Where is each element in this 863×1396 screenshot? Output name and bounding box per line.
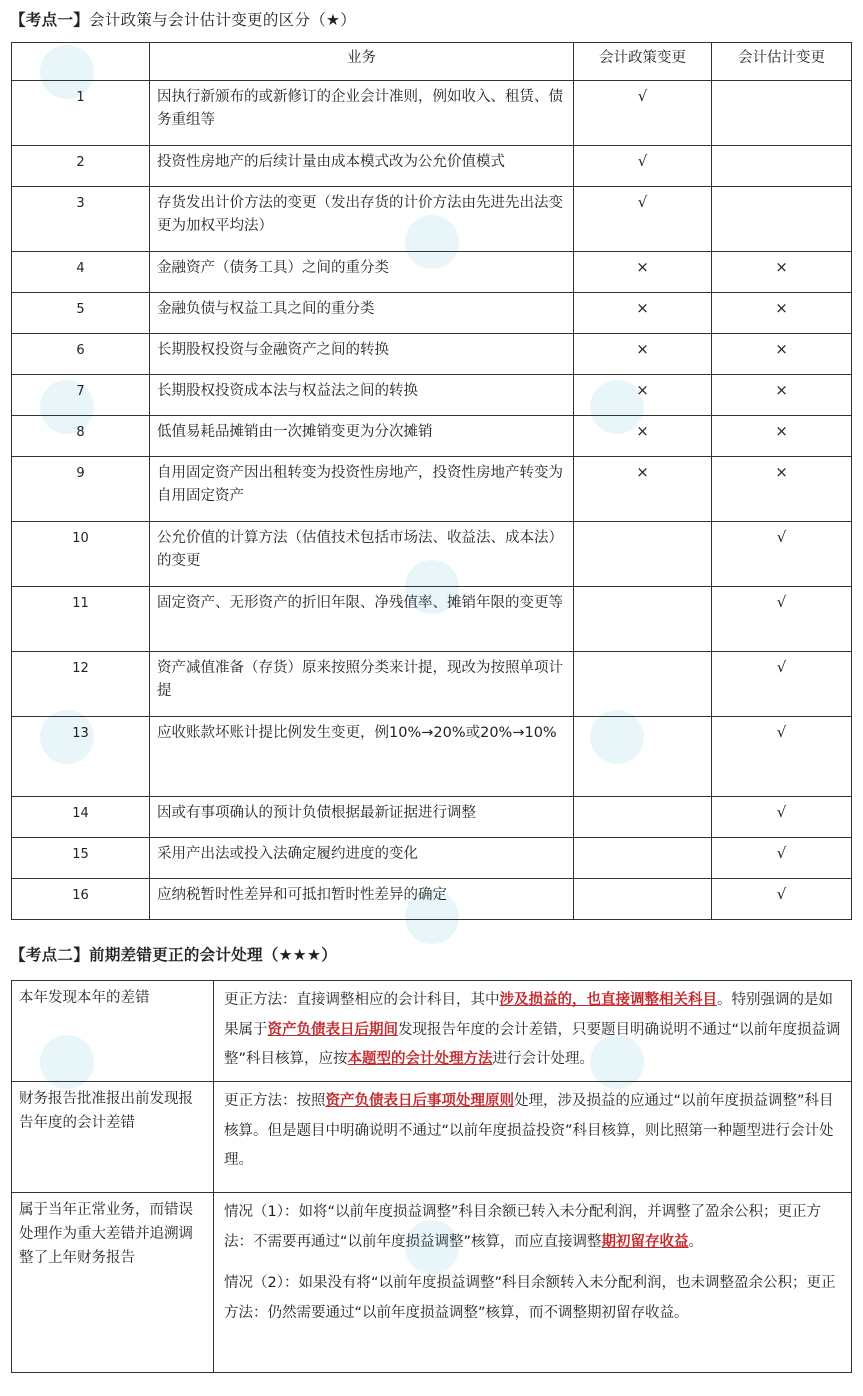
policy-change-mark: ×	[574, 252, 712, 293]
table-row	[12, 652, 852, 717]
section1-heading-bracket: 【考点一】	[10, 11, 90, 29]
topic-cell: 财务报告批准报出前发现报告年度的会计差错	[12, 1082, 214, 1193]
estimate-change-mark: √	[712, 717, 852, 797]
table-row	[12, 146, 852, 187]
policy-change-mark: ×	[574, 457, 712, 522]
business-description: 投资性房地产的后续计量由成本模式改为公允价值模式	[150, 146, 574, 187]
business-description: 资产减值准备（存货）原来按照分类来计提，现改为按照单项计提	[150, 652, 574, 717]
description-cell	[214, 1193, 852, 1373]
business-description: 因执行新颁布的或新修订的企业会计准则，例如收入、租赁、债务重组等	[150, 81, 574, 146]
business-description: 金融负债与权益工具之间的重分类	[150, 293, 574, 334]
table-row	[12, 375, 852, 416]
estimate-change-mark: √	[712, 522, 852, 587]
table-row	[12, 981, 852, 1082]
table-row	[12, 457, 852, 522]
policy-change-mark	[574, 717, 712, 797]
estimate-change-mark: √	[712, 797, 852, 838]
header-cell-no	[12, 43, 150, 81]
text-run: 进行会计处理。	[492, 1051, 595, 1067]
header-cell-business: 业务	[150, 43, 574, 81]
row-number: 10	[12, 522, 150, 587]
table-row	[12, 252, 852, 293]
emphasis-text: 涉及损益的，也直接调整相关科目	[499, 992, 717, 1008]
policy-change-mark	[574, 797, 712, 838]
topic-cell: 本年发现本年的差错	[12, 981, 214, 1082]
table-row	[12, 838, 852, 879]
table-header-row	[12, 43, 852, 81]
table-row	[12, 717, 852, 797]
emphasis-text: 期初留存收益	[601, 1233, 689, 1250]
section1-heading	[10, 8, 356, 30]
description-paragraph: 情况（2）：如果没有将“以前年度损益调整”科目余额转入未分配利润，也未调整盈余公积；更正方法：仍然需要通过“以前年度损益调整”核算，而不调整期初留存收益。	[224, 1275, 836, 1321]
estimate-change-mark: √	[712, 587, 852, 652]
estimate-change-mark: ×	[712, 334, 852, 375]
policy-change-mark: ×	[574, 375, 712, 416]
description-paragraph	[224, 986, 841, 1075]
description-cell	[214, 981, 852, 1082]
text-run: 更正方法：按照	[224, 1093, 326, 1109]
business-description: 长期股权投资与金融资产之间的转换	[150, 334, 574, 375]
row-number: 1	[12, 81, 150, 146]
text-run: 。特别强调的是如果属于	[224, 992, 833, 1038]
policy-change-mark	[574, 587, 712, 652]
policy-change-mark: √	[574, 146, 712, 187]
emphasis-text: 资产负债表日后事项处理原则	[325, 1093, 514, 1109]
description-paragraph	[224, 1087, 841, 1176]
row-number: 16	[12, 879, 150, 920]
policy-change-mark: ×	[574, 334, 712, 375]
error-correction-table	[11, 980, 852, 1373]
policy-change-mark	[574, 879, 712, 920]
estimate-change-mark: ×	[712, 252, 852, 293]
policy-change-mark	[574, 522, 712, 587]
estimate-change-mark: √	[712, 838, 852, 879]
table-row	[12, 587, 852, 652]
table-row	[12, 187, 852, 252]
row-number: 3	[12, 187, 150, 252]
policy-change-mark: √	[574, 187, 712, 252]
estimate-change-mark	[712, 146, 852, 187]
table-row	[12, 81, 852, 146]
business-description: 长期股权投资成本法与权益法之间的转换	[150, 375, 574, 416]
emphasis-text: 本题型的会计处理方法	[347, 1051, 493, 1067]
row-number: 15	[12, 838, 150, 879]
policy-estimate-table	[11, 42, 852, 920]
business-description: 因或有事项确认的预计负债根据最新证据进行调整	[150, 797, 574, 838]
estimate-change-mark: ×	[712, 457, 852, 522]
description-cell	[214, 1082, 852, 1193]
row-number: 9	[12, 457, 150, 522]
row-number: 12	[12, 652, 150, 717]
section2-heading	[10, 943, 337, 965]
section2-heading-bracket: 【考点二】	[10, 946, 90, 964]
table-row	[12, 522, 852, 587]
estimate-change-mark	[712, 187, 852, 252]
row-number: 5	[12, 293, 150, 334]
business-description: 低值易耗品摊销由一次摊销变更为分次摊销	[150, 416, 574, 457]
table-row	[12, 1082, 852, 1193]
section2-heading-text: 前期差错更正的会计处理（★★★）	[89, 946, 338, 964]
table-row	[12, 416, 852, 457]
row-number: 13	[12, 717, 150, 797]
business-description: 存货发出计价方法的变更（发出存货的计价方法由先进先出法变更为加权平均法）	[150, 187, 574, 252]
description-paragraph	[224, 1198, 841, 1257]
section1-heading-text: 会计政策与会计估计变更的区分（★）	[89, 11, 357, 29]
row-number: 8	[12, 416, 150, 457]
text-run: 发现报告年度的会计差错，只要题目明确说明不通过“以前年度损益调整”科目核算，应按	[224, 1021, 841, 1067]
policy-change-mark: √	[574, 81, 712, 146]
row-number: 14	[12, 797, 150, 838]
row-number: 11	[12, 587, 150, 652]
estimate-change-mark: ×	[712, 375, 852, 416]
row-number: 2	[12, 146, 150, 187]
policy-change-mark	[574, 652, 712, 717]
table-row	[12, 797, 852, 838]
table-row	[12, 334, 852, 375]
business-description: 固定资产、无形资产的折旧年限、净残值率、摊销年限的变更等	[150, 587, 574, 652]
emphasis-text: 资产负债表日后期间	[267, 1021, 398, 1038]
text-run: 更正方法：直接调整相应的会计科目，其中	[224, 992, 500, 1008]
text-run: 情况（1）：如将“以前年度损益调整”科目余额已转入未分配利润，并调整了盈余公积；更正方法：不需要再通过“以前年度损益调整”核算，而应直接调整	[224, 1204, 821, 1250]
table-row	[12, 1193, 852, 1373]
business-description: 金融资产（债务工具）之间的重分类	[150, 252, 574, 293]
policy-change-mark	[574, 838, 712, 879]
estimate-change-mark: ×	[712, 416, 852, 457]
policy-change-mark: ×	[574, 293, 712, 334]
business-description: 公允价值的计算方法（估值技术包括市场法、收益法、成本法）的变更	[150, 522, 574, 587]
row-number: 6	[12, 334, 150, 375]
table-row	[12, 879, 852, 920]
header-cell-estimate: 会计估计变更	[712, 43, 852, 81]
estimate-change-mark: √	[712, 652, 852, 717]
row-number: 7	[12, 375, 150, 416]
row-number: 4	[12, 252, 150, 293]
text-run: 处理，涉及损益的应通过“以前年度损益调整”科目核算。但是题目中明确说明不通过“以前年度损益投资”科目核算，则比照第一种题型进行会计处理。	[224, 1093, 834, 1168]
table-row	[12, 293, 852, 334]
policy-change-mark: ×	[574, 416, 712, 457]
topic-cell: 属于当年正常业务，而错误处理作为重大差错并追溯调整了上年财务报告	[12, 1193, 214, 1373]
header-cell-policy: 会计政策变更	[574, 43, 712, 81]
estimate-change-mark	[712, 81, 852, 146]
business-description: 应收账款坏账计提比例发生变更，例10%→20%或20%→10%	[150, 717, 574, 797]
business-description: 采用产出法或投入法确定履约进度的变化	[150, 838, 574, 879]
estimate-change-mark: √	[712, 879, 852, 920]
business-description: 自用固定资产因出租转变为投资性房地产，投资性房地产转变为自用固定资产	[150, 457, 574, 522]
business-description: 应纳税暂时性差异和可抵扣暂时性差异的确定	[150, 879, 574, 920]
text-run: 。	[688, 1233, 704, 1250]
estimate-change-mark: ×	[712, 293, 852, 334]
